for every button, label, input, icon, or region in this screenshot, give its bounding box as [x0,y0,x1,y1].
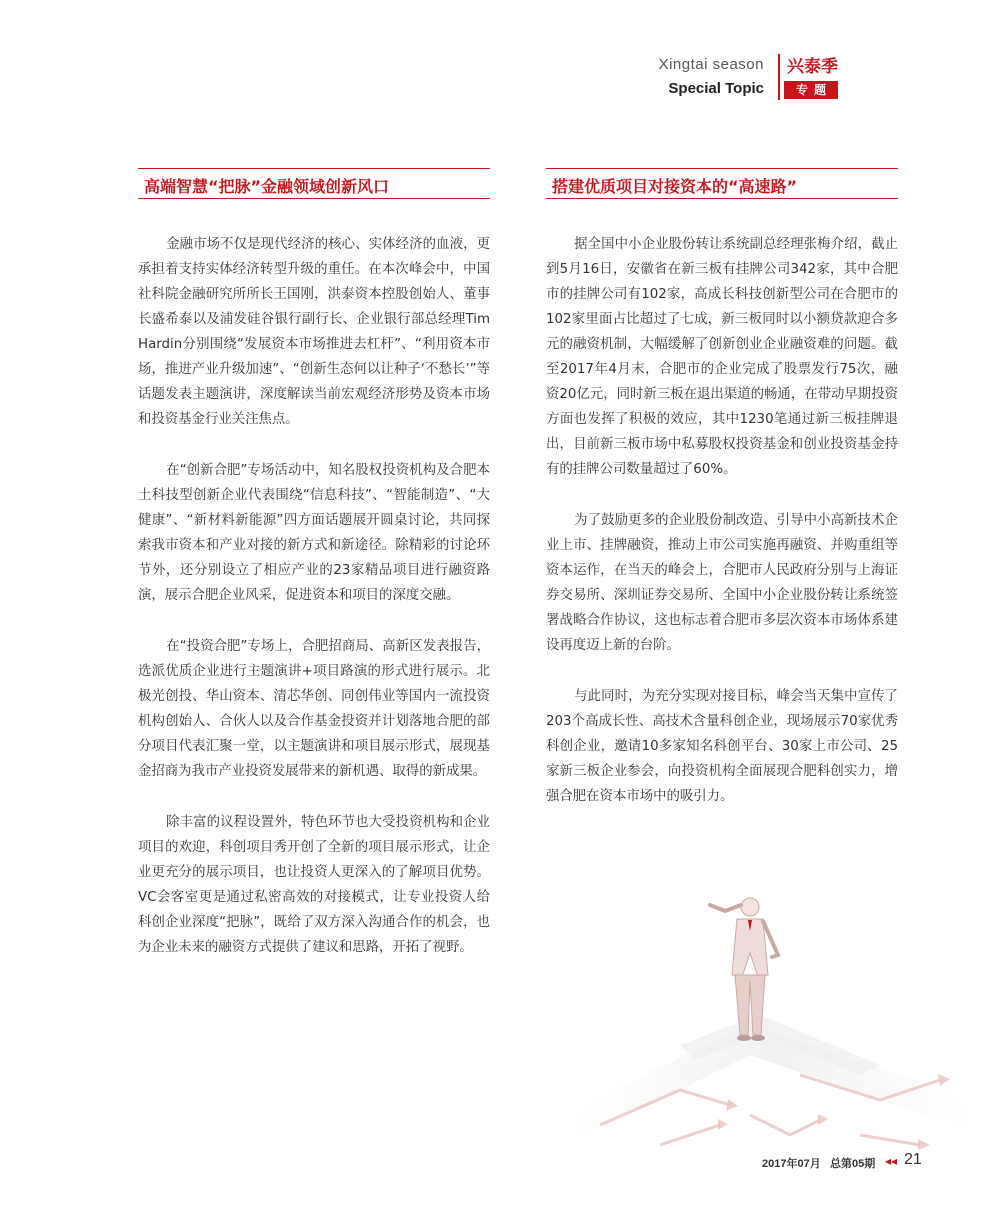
right-column [546,168,898,835]
issue-date: 2017年07月 [762,1158,821,1170]
header-topic-badge: 专题 [784,81,838,99]
left-column [138,168,490,986]
right-section-title: 搭建优质项目对接资本的“高速路” [552,177,798,196]
paragraph: 与此同时，为充分实现对接目标，峰会当天集中宣传了203个高成长性、高技术含量科创企业，现场展示70家优秀科创企业，邀请10多家知名科创平台、30家上市公司、25家新三板企业参会，向投资机构全面展现合肥科创实力，增强合肥在资本市场中的吸引力。 [546,689,898,804]
section-rule-top [138,168,490,169]
paragraph: 除丰富的议程设置外，特色环节也大受投资机构和企业项目的欢迎，科创项目秀开创了全新的项目展示形式，让企业更充分的展示项目，也让投资人更深入的了解项目优势。VC会客室更是通过私密高效的对接模式，让专业投资人给科创企业深度“把脉”，既给了双方深入沟通合作的机会，也为企业未来的融资方式提供了建议和思路，开拓了视野。 [138,815,490,955]
right-section-header [546,168,898,202]
left-section-header [138,168,490,202]
paragraph: 在“投资合肥”专场上，合肥招商局、高新区发表报告，选派优质企业进行主题演讲+项目路演的形式进行展示。北极光创投、华山资本、清芯华创、同创伟业等国内一流投资机构创始人、合伙人以及合作基金投资并计划落地合肥的部分项目代表汇聚一堂，以主题演讲和项目展示形式，展现基金招商为我市产业投资发展带来的新机遇、取得的新成果。 [138,639,490,779]
left-body [138,232,490,960]
section-rule-bottom [138,198,490,199]
paragraph: 据全国中小企业股份转让系统副总经理张梅介绍，截止到5月16日，安徽省在新三板有挂牌公司342家，其中合肥市的挂牌公司有102家，高成长科技创新型公司在合肥市的102家里面占比超过了七成，新三板同时以小额贷款迎合多元的融资机制，大幅缓解了创新创业企业融资难的问题。截至2017年4月末，合肥市的企业完成了股票发行75次，融资20亿元，同时新三板在退出渠道的畅通，在带动早期投资方面也发挥了积极的效应，其中1230笔通过新三板挂牌退出，目前新三板市场中私募股权投资基金和创业投资基金持有的挂牌公司数量超过了60%。 [546,237,898,477]
left-section-title: 高端智慧“把脉”金融领域创新风口 [144,177,390,196]
section-rule-top [546,168,898,169]
header-brand-logo: 兴泰季 [787,57,838,77]
paragraph: 为了鼓励更多的企业股份制改造、引导中小高新技术企业上市、挂牌融资，推动上市公司实施再融资、并购重组等资本运作，在当天的峰会上，合肥市人民政府分别与上海证券交易所、深圳证券交易所、全国中小企业股份转让系统签署战略合作协议，这也标志着合肥市多层次资本市场体系建设再度迈上新的台阶。 [546,513,898,653]
double-chevron-left-icon: ◂◂ [885,1154,898,1168]
section-rule-bottom [546,198,898,199]
page-number: 21 [904,1151,922,1168]
page-header [620,52,920,104]
header-subtitle-en: Special Topic [668,80,764,97]
person-on-crossroads-illustration [560,895,980,1160]
header-divider [778,54,780,100]
page-footer [700,1151,940,1173]
paragraph: 金融市场不仅是现代经济的核心、实体经济的血液，更承担着支持实体经济转型升级的重任。在本次峰会中，中国社科院金融研究所所长王国刚，洪泰资本控股创始人、董事长盛希泰以及浦发硅谷银行副行长、企业银行部总经理Tim Hardin分别围绕“发展资本市场推进去杠杆”、“利用资本市场，推进产业升级加速”、“创新生态何以让种子‘不愁长’”等话题发表主题演讲，深度解读当前宏观经济形势及资本市场和投资基金行业关注焦点。 [138,237,490,427]
right-body [546,232,898,809]
issue-number: 总第05期 [830,1158,876,1170]
paragraph: 在“创新合肥”专场活动中，知名股权投资机构及合肥本土科技型创新企业代表围绕“信息科技”、“智能制造”、“大健康”、“新材料新能源”四方面话题展开圆桌讨论，共同探索我市资本和产业对接的新方式和新途径。除精彩的讨论环节外，还分别设立了相应产业的23家精品项目进行融资路演，展示合肥企业风采，促进资本和项目的深度交融。 [138,463,490,603]
header-title-en: Xingtai season [658,56,764,73]
